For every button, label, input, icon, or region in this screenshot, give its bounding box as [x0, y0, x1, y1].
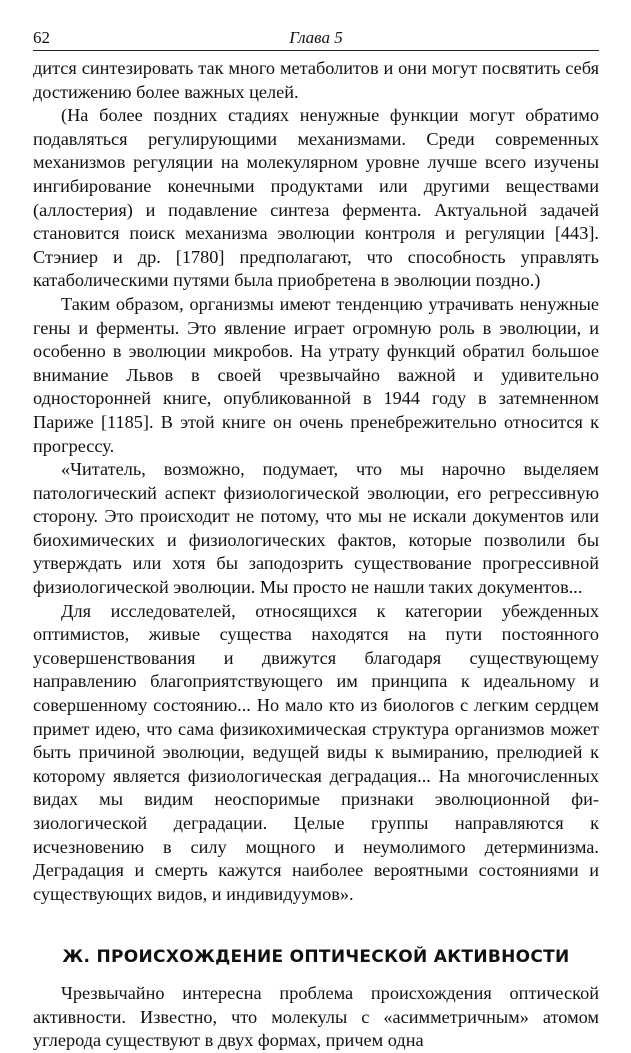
paragraph-optical-activity: Чрезвычайно интересна проблема происхождения оптической активности. Известно, что молекулы с «асимметричным» атомом углерода существуют в двух формах, причем одна — [33, 982, 599, 1051]
paragraph-regulation: (На более поздних стадиях ненужные функции могут обратимо подавляться регулирующими механизмами. Среди современных механизмов регуляции на молекулярном уровне лучше всего изучены ингибирование конечными продуктами или другими веществами (аллостерия) и подавление синтеза фермента. Актуальной задачей становится поиск механизма эволюции контроля и регуляции [443]. Стэниер и др. [1780] предполагают, что способность управлять катаболическими путями была приобретена в эволюции поздно.) — [33, 105, 599, 291]
body-text — [33, 57, 599, 1053]
paragraph-quote-end: Для исследователей, относящихся к категории убежденных оптимистов, живые существа находятся на пути постоянного усовершенствования и движутся благодаря существующему направлению благоприятствующего им принципа к идеальному и совершенному состоянию... Но мало кто из биологов с легким сердцем примет идею, что сама физикохимическая структура организмов может быть причиной эволюции, ведущей виды к вымиранию, прелюдией к которому является физиологическая деградация... На многочисленных видах мы видим неоспоримые признаки эволюционной физиологической деградации. Целые группы направляются к исчезновению в силу мощного и неумолимого детерминизма. Деградация и смерть кажутся наиболее вероятными состояниями и существующих видов, и индивидуумов». — [33, 600, 599, 904]
page-number: 62 — [33, 28, 50, 47]
paragraph-gene-loss: Таким образом, организмы имеют тенденцию утрачивать ненужные гены и ферменты. Это явление играет огромную роль в эволюции, и особенно в эволюции микробов. На утрату функций обратил большое внимание Львов в своей чрезвычайно важной и удивительно односторонней книге, опубликованной в 1944 году в затемненном Париже [1185]. В этой книге он очень пренебрежительно относится к прогрессу. — [33, 293, 599, 456]
running-header — [33, 28, 599, 51]
chapter-title: Глава 5 — [289, 28, 343, 47]
paragraph-quote-start: «Читатель, возможно, подумает, что мы нарочно выделяем патологический аспект физиологической эволюции, его регрессивную сторону. Это происходит не потому, что мы не искали документов или биохимических и физиологических фактов, которые позволили бы утверждать или хотя бы заподозрить существование прогрессивной физиологической эволюции. Мы просто не нашли таких документов... — [33, 459, 599, 598]
section-heading: Ж. ПРОИСХОЖДЕНИЕ ОПТИЧЕСКОЙ АКТИВНОСТИ — [62, 947, 570, 968]
paragraph-continued: дится синтезировать так много метаболитов и они могут посвятить себя достижению более важных целей. — [33, 58, 599, 102]
book-page — [33, 28, 599, 1053]
